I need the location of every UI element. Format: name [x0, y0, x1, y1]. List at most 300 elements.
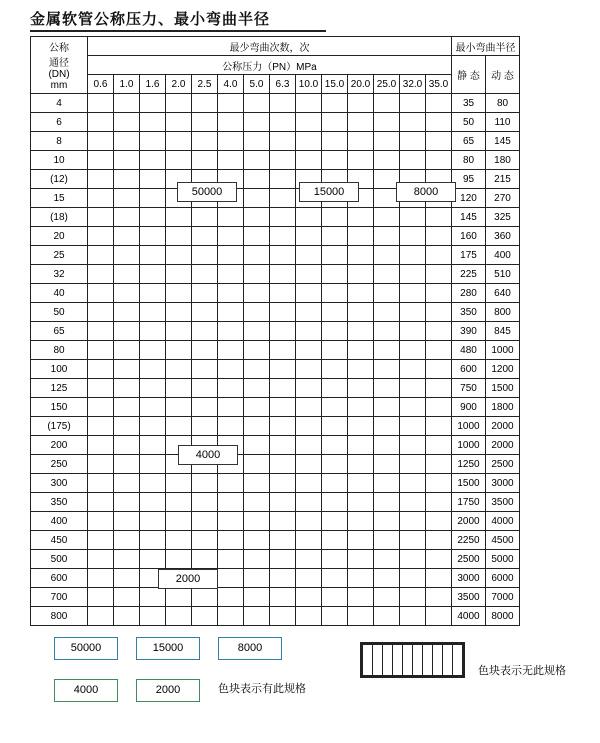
spec-cell [348, 398, 374, 417]
spec-cell [270, 170, 296, 189]
spec-cell [400, 607, 426, 626]
spec-cell [88, 455, 114, 474]
static-radius-cell: 350 [452, 303, 486, 322]
spec-cell [88, 607, 114, 626]
spec-cell [88, 322, 114, 341]
spec-cell [348, 474, 374, 493]
spec-cell [296, 227, 322, 246]
corner-line-2: 通径 [49, 58, 69, 69]
spec-cell [218, 531, 244, 550]
spec-cell [322, 607, 348, 626]
dn-cell: 65 [31, 322, 88, 341]
static-radius-cell: 480 [452, 341, 486, 360]
spec-cell [374, 512, 400, 531]
spec-cell [140, 588, 166, 607]
spec-cell [218, 569, 244, 588]
spec-cell [374, 94, 400, 113]
table-row [31, 493, 520, 512]
spec-cell [192, 474, 218, 493]
dn-cell: 6 [31, 113, 88, 132]
spec-cell [374, 607, 400, 626]
spec-cell [218, 474, 244, 493]
table-row [31, 531, 520, 550]
spec-cell [426, 265, 452, 284]
corner-line-4: mm [50, 80, 68, 91]
spec-cell [296, 113, 322, 132]
spec-cell [400, 531, 426, 550]
spec-cell [348, 455, 374, 474]
legend-note-have: 色块表示有此规格 [218, 683, 306, 695]
static-radius-cell: 1000 [452, 417, 486, 436]
dn-cell: 32 [31, 265, 88, 284]
spec-cell [322, 588, 348, 607]
spec-cell [348, 550, 374, 569]
spec-cell [296, 512, 322, 531]
spec-cell [426, 322, 452, 341]
spec-cell [140, 379, 166, 398]
spec-cell [270, 550, 296, 569]
spec-cell [400, 455, 426, 474]
spec-cell [244, 417, 270, 436]
spec-cell [270, 398, 296, 417]
dynamic-radius-cell: 5000 [486, 550, 520, 569]
spec-cell [400, 550, 426, 569]
table-row [31, 379, 520, 398]
spec-cell [114, 189, 140, 208]
swatch-cell [413, 645, 423, 676]
spec-cell [270, 322, 296, 341]
spec-cell [114, 151, 140, 170]
spec-cell [270, 360, 296, 379]
spec-cell [140, 531, 166, 550]
pressure-col-header: 5.0 [244, 75, 270, 94]
spec-cell [348, 493, 374, 512]
spec-cell [166, 151, 192, 170]
spec-cell [192, 322, 218, 341]
spec-cell [348, 379, 374, 398]
dynamic-radius-cell: 1200 [486, 360, 520, 379]
dynamic-radius-cell: 1800 [486, 398, 520, 417]
spec-cell [192, 113, 218, 132]
spec-cell [218, 588, 244, 607]
spec-cell [322, 569, 348, 588]
spec-cell [426, 550, 452, 569]
static-radius-cell: 3000 [452, 569, 486, 588]
dynamic-radius-cell: 640 [486, 284, 520, 303]
spec-cell [322, 550, 348, 569]
static-radius-cell: 175 [452, 246, 486, 265]
spec-cell [374, 455, 400, 474]
spec-cell [166, 398, 192, 417]
spec-cell [192, 607, 218, 626]
static-radius-cell: 3500 [452, 588, 486, 607]
dynamic-radius-cell: 80 [486, 94, 520, 113]
nominal-pressure-header: 公称压力（PN）MPa [88, 56, 452, 75]
pressure-col-header: 10.0 [296, 75, 322, 94]
spec-cell [374, 531, 400, 550]
spec-cell [322, 417, 348, 436]
spec-cell [114, 132, 140, 151]
spec-cell [296, 550, 322, 569]
spec-cell [88, 398, 114, 417]
spec-cell [322, 322, 348, 341]
spec-cell [88, 436, 114, 455]
table-row [31, 322, 520, 341]
title-underline [30, 30, 326, 32]
spec-cell [296, 569, 322, 588]
spec-cell [140, 512, 166, 531]
legend-empty-swatch [360, 642, 465, 678]
spec-cell [244, 322, 270, 341]
table-row [31, 284, 520, 303]
spec-cell [374, 341, 400, 360]
spec-cell [114, 455, 140, 474]
spec-cell [296, 208, 322, 227]
spec-cell [374, 360, 400, 379]
static-radius-cell: 750 [452, 379, 486, 398]
static-radius-cell: 1250 [452, 455, 486, 474]
spec-cell [166, 303, 192, 322]
spec-cell [296, 398, 322, 417]
dynamic-radius-cell: 8000 [486, 607, 520, 626]
spec-cell [244, 151, 270, 170]
spec-cell [426, 360, 452, 379]
spec-cell [140, 474, 166, 493]
dn-cell: 50 [31, 303, 88, 322]
spec-cell [218, 284, 244, 303]
spec-cell [218, 132, 244, 151]
table-row [31, 341, 520, 360]
spec-cell [166, 208, 192, 227]
spec-cell [374, 113, 400, 132]
callout-label: 50000 [177, 182, 237, 202]
spec-cell [140, 227, 166, 246]
spec-cell [88, 132, 114, 151]
bending-count-header: 最少弯曲次数，次 [88, 37, 452, 56]
spec-cell [348, 360, 374, 379]
spec-cell [192, 303, 218, 322]
spec-cell [270, 512, 296, 531]
spec-cell [218, 227, 244, 246]
spec-cell [114, 94, 140, 113]
spec-cell [88, 493, 114, 512]
spec-cell [400, 113, 426, 132]
spec-cell [166, 607, 192, 626]
spec-cell [166, 360, 192, 379]
spec-cell [140, 322, 166, 341]
pressure-col-header: 15.0 [322, 75, 348, 94]
table-row [31, 303, 520, 322]
spec-cell [322, 360, 348, 379]
spec-cell [192, 265, 218, 284]
spec-cell [244, 531, 270, 550]
spec-cell [244, 113, 270, 132]
spec-cell [400, 398, 426, 417]
dynamic-radius-cell: 3500 [486, 493, 520, 512]
spec-cell [322, 436, 348, 455]
spec-cell [322, 284, 348, 303]
spec-cell [218, 246, 244, 265]
spec-cell [322, 512, 348, 531]
spec-cell [192, 550, 218, 569]
spec-cell [140, 493, 166, 512]
spec-cell [114, 436, 140, 455]
spec-cell [426, 455, 452, 474]
spec-cell [218, 360, 244, 379]
spec-cell [296, 360, 322, 379]
spec-cell [218, 417, 244, 436]
static-radius-cell: 390 [452, 322, 486, 341]
spec-cell [348, 569, 374, 588]
spec-cell [296, 379, 322, 398]
spec-cell [140, 208, 166, 227]
spec-cell [244, 569, 270, 588]
dynamic-radius-cell: 845 [486, 322, 520, 341]
spec-cell [114, 341, 140, 360]
spec-cell [296, 341, 322, 360]
spec-cell [270, 246, 296, 265]
pressure-radius-table [30, 36, 520, 626]
static-radius-cell: 50 [452, 113, 486, 132]
spec-cell [192, 246, 218, 265]
spec-cell [88, 588, 114, 607]
spec-cell [192, 151, 218, 170]
spec-cell [400, 379, 426, 398]
spec-cell [270, 189, 296, 208]
dynamic-radius-cell: 180 [486, 151, 520, 170]
table-row [31, 569, 520, 588]
spec-cell [114, 569, 140, 588]
spec-cell [426, 474, 452, 493]
spec-cell [270, 607, 296, 626]
spec-cell [244, 265, 270, 284]
spec-cell [166, 113, 192, 132]
dynamic-radius-cell: 145 [486, 132, 520, 151]
spec-cell [426, 398, 452, 417]
table-row [31, 455, 520, 474]
spec-cell [322, 531, 348, 550]
spec-cell [374, 132, 400, 151]
spec-cell [270, 493, 296, 512]
dn-cell: 150 [31, 398, 88, 417]
spec-cell [166, 322, 192, 341]
spec-cell [270, 588, 296, 607]
spec-cell [114, 322, 140, 341]
spec-cell [88, 360, 114, 379]
spec-cell [322, 341, 348, 360]
spec-cell [88, 284, 114, 303]
spec-cell [218, 379, 244, 398]
dn-cell: 15 [31, 189, 88, 208]
dn-cell: 500 [31, 550, 88, 569]
dynamic-radius-cell: 800 [486, 303, 520, 322]
dn-cell: 8 [31, 132, 88, 151]
spec-cell [296, 588, 322, 607]
table-row [31, 398, 520, 417]
spec-cell [426, 341, 452, 360]
table-row [31, 417, 520, 436]
spec-cell [140, 113, 166, 132]
dn-cell: 10 [31, 151, 88, 170]
spec-cell [400, 227, 426, 246]
pressure-col-header: 32.0 [400, 75, 426, 94]
pressure-col-header: 1.6 [140, 75, 166, 94]
spec-cell [244, 588, 270, 607]
dynamic-radius-cell: 2000 [486, 417, 520, 436]
spec-cell [88, 379, 114, 398]
spec-cell [244, 303, 270, 322]
static-radius-cell: 600 [452, 360, 486, 379]
spec-cell [140, 550, 166, 569]
dynamic-radius-cell: 3000 [486, 474, 520, 493]
spec-cell [296, 455, 322, 474]
spec-cell [426, 607, 452, 626]
spec-cell [192, 132, 218, 151]
spec-cell [270, 227, 296, 246]
spec-cell [296, 417, 322, 436]
spec-cell [296, 607, 322, 626]
spec-cell [400, 246, 426, 265]
spec-cell [114, 379, 140, 398]
spec-cell [374, 379, 400, 398]
static-radius-cell: 65 [452, 132, 486, 151]
spec-cell [322, 227, 348, 246]
spec-cell [114, 303, 140, 322]
spec-cell [322, 132, 348, 151]
spec-cell [244, 208, 270, 227]
spec-cell [114, 227, 140, 246]
spec-cell [426, 208, 452, 227]
spec-cell [426, 227, 452, 246]
legend-box-15000: 15000 [136, 637, 200, 660]
spec-cell [114, 474, 140, 493]
spec-cell [140, 170, 166, 189]
spec-cell [140, 151, 166, 170]
spec-cell [400, 303, 426, 322]
dynamic-radius-cell: 400 [486, 246, 520, 265]
pressure-col-header: 35.0 [426, 75, 452, 94]
spec-cell [114, 398, 140, 417]
spec-cell [140, 303, 166, 322]
spec-cell [218, 550, 244, 569]
spec-cell [322, 303, 348, 322]
spec-cell [348, 284, 374, 303]
spec-cell [296, 303, 322, 322]
dynamic-radius-cell: 510 [486, 265, 520, 284]
dynamic-radius-cell: 110 [486, 113, 520, 132]
static-radius-cell: 1750 [452, 493, 486, 512]
corner-line-1: 公称 [49, 43, 69, 54]
spec-cell [166, 417, 192, 436]
table-row [31, 265, 520, 284]
spec-cell [322, 474, 348, 493]
spec-cell [400, 360, 426, 379]
spec-cell [88, 417, 114, 436]
spec-cell [322, 398, 348, 417]
static-radius-cell: 2000 [452, 512, 486, 531]
spec-cell [166, 588, 192, 607]
spec-cell [296, 94, 322, 113]
legend-note-none: 色块表示无此规格 [478, 665, 566, 677]
swatch-cell [383, 645, 393, 676]
spec-cell [296, 531, 322, 550]
spec-cell [270, 569, 296, 588]
static-radius-cell: 160 [452, 227, 486, 246]
swatch-cell [403, 645, 413, 676]
spec-cell [374, 550, 400, 569]
spec-cell [348, 417, 374, 436]
spec-cell [88, 246, 114, 265]
spec-cell [244, 474, 270, 493]
table-row [31, 360, 520, 379]
spec-cell [88, 303, 114, 322]
spec-cell [348, 588, 374, 607]
spec-cell [270, 265, 296, 284]
callout-label: 4000 [178, 445, 238, 465]
header-row-2 [31, 56, 520, 75]
spec-cell [426, 588, 452, 607]
dn-cell: (12) [31, 170, 88, 189]
spec-cell [426, 151, 452, 170]
spec-cell [140, 132, 166, 151]
static-radius-cell: 225 [452, 265, 486, 284]
spec-cell [270, 284, 296, 303]
spec-cell [114, 246, 140, 265]
table-row [31, 151, 520, 170]
spec-cell [166, 265, 192, 284]
spec-cell [374, 417, 400, 436]
pressure-col-header: 0.6 [88, 75, 114, 94]
spec-cell [192, 360, 218, 379]
dynamic-radius-cell: 4000 [486, 512, 520, 531]
spec-cell [166, 379, 192, 398]
spec-cell [400, 474, 426, 493]
spec-cell [296, 322, 322, 341]
spec-cell [114, 417, 140, 436]
spec-cell [88, 512, 114, 531]
page-title: 金属软管公称压力、最小弯曲半径 [30, 12, 271, 28]
spec-cell [400, 284, 426, 303]
spec-cell [244, 132, 270, 151]
table-row [31, 113, 520, 132]
spec-cell [140, 341, 166, 360]
table-row [31, 227, 520, 246]
swatch-cell [433, 645, 443, 676]
min-bend-radius-header: 最小弯曲半径 [452, 37, 520, 56]
dn-cell: 200 [31, 436, 88, 455]
static-radius-cell: 4000 [452, 607, 486, 626]
spec-cell [374, 569, 400, 588]
spec-cell [322, 208, 348, 227]
spec-cell [426, 512, 452, 531]
spec-cell [322, 151, 348, 170]
spec-cell [166, 493, 192, 512]
spec-cell [270, 341, 296, 360]
static-radius-cell: 1500 [452, 474, 486, 493]
static-radius-cell: 120 [452, 189, 486, 208]
spec-cell [426, 246, 452, 265]
spec-cell [374, 398, 400, 417]
spec-cell [140, 265, 166, 284]
spec-cell [296, 265, 322, 284]
spec-cell [244, 398, 270, 417]
dn-cell: 800 [31, 607, 88, 626]
spec-cell [400, 417, 426, 436]
spec-cell [88, 208, 114, 227]
dn-cell: 125 [31, 379, 88, 398]
spec-cell [218, 208, 244, 227]
spec-cell [244, 379, 270, 398]
